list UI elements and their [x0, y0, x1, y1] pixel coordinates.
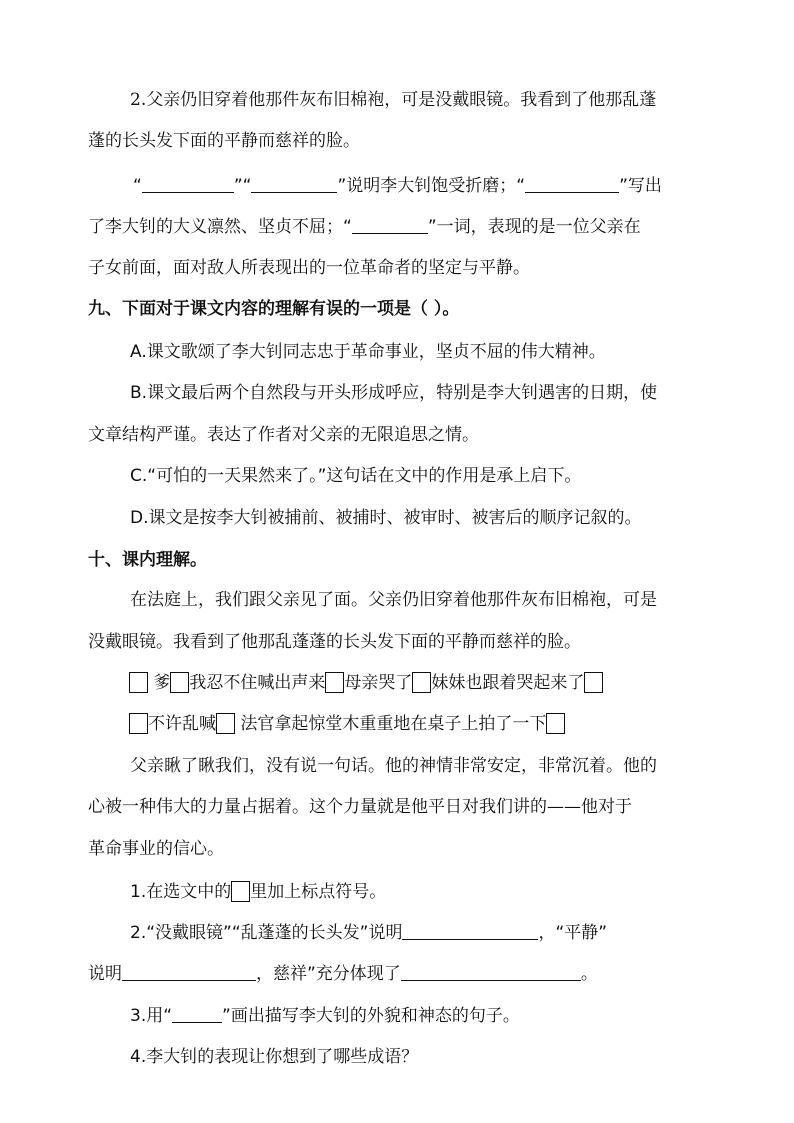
answer-blank[interactable] — [352, 216, 428, 234]
passage-p3-line2: 心被一种伟大的力量占据着。这个力量就是他平日对我们讲的——他对于 — [88, 797, 632, 817]
fill-line-1 — [133, 171, 662, 196]
underline-sample — [172, 1005, 222, 1023]
fill-line-2 — [88, 212, 641, 237]
subquestion-text: ”画出描写李大钊的外貌和神态的句子。 — [222, 1006, 520, 1026]
punctuation-box[interactable] — [325, 672, 344, 693]
option-d: D.课文是按李大钊被捕前、被捕时、被审时、被害后的顺序记叙的。 — [130, 508, 642, 528]
subquestion-text: 说明 — [88, 964, 122, 984]
answer-blank[interactable] — [402, 922, 538, 940]
punctuation-box[interactable] — [546, 713, 565, 734]
passage-p2-line2 — [129, 709, 565, 734]
question-9-title: 九、下面对于课文内容的理解有误的一项是（ ）。 — [88, 299, 460, 319]
passage-text: 法官拿起惊堂木重重地在桌子上拍了一下 — [240, 714, 547, 734]
passage-p3-line3: 革命事业的信心。 — [88, 839, 224, 859]
punctuation-box[interactable] — [412, 672, 431, 693]
answer-blank[interactable] — [122, 963, 256, 981]
subquestion-3 — [130, 1001, 520, 1026]
subquestion-text: ，慈祥”充分体现了 — [256, 964, 401, 984]
fill-text: ”说明李大钊饱受折磨；“ — [337, 176, 526, 196]
subquestion-2-line1 — [130, 918, 607, 943]
fill-text: “ — [133, 176, 142, 196]
subquestion-4: 4.李大钊的表现让你想到了哪些成语？ — [130, 1047, 419, 1067]
fill-text: 了李大钊的大义凛然、坚贞不屈；“ — [88, 217, 352, 237]
punctuation-box[interactable] — [216, 713, 235, 734]
option-c: C.“可怕的一天果然来了。”这句话在文中的作用是承上启下。 — [130, 466, 582, 486]
subquestion-text: 2.“没戴眼镜”“乱蓬蓬的长头发”说明 — [130, 923, 403, 943]
passage-p3-line1: 父亲瞅了瞅我们，没有说一句话。他的神情非常安定，非常沉着。他的 — [130, 756, 657, 776]
passage-p1-line2: 没戴眼镜。我看到了他那乱蓬蓬的长头发下面的平静而慈祥的脸。 — [88, 632, 581, 652]
punctuation-box[interactable] — [584, 672, 603, 693]
subquestion-text: 。 — [580, 964, 598, 984]
passage-text: 母亲哭了 — [344, 673, 413, 693]
passage-text: 爹 — [153, 673, 171, 693]
passage-text: 不许乱喊 — [148, 714, 216, 734]
option-a: A.课文歌颂了李大钊同志忠于革命事业，坚贞不屈的伟大精神。 — [130, 342, 606, 362]
subquestion-1 — [130, 877, 386, 902]
punctuation-box-sample — [231, 881, 250, 902]
passage-p1-line1: 在法庭上，我们跟父亲见了面。父亲仍旧穿着他那件灰布旧棉袍，可是 — [130, 590, 657, 610]
answer-blank[interactable] — [401, 963, 581, 981]
fill-text: ”“ — [233, 176, 252, 196]
subquestion-text: 1.在选文中的 — [130, 882, 232, 902]
passage-p2-line1 — [129, 668, 603, 693]
fill-text: ”一词，表现的是一位父亲在 — [427, 217, 641, 237]
subquestion-text: 3.用“ — [130, 1006, 173, 1026]
punctuation-box[interactable] — [129, 713, 148, 734]
item2-line2: 蓬的长头发下面的平静而慈祥的脸。 — [88, 131, 360, 151]
subquestion-2-line2 — [88, 959, 598, 984]
subquestion-text: 里加上标点符号。 — [250, 882, 387, 902]
fill-text: ”写出 — [619, 176, 662, 196]
answer-blank[interactable] — [251, 175, 337, 193]
subquestion-text: ，“平静” — [538, 923, 608, 943]
answer-blank[interactable] — [525, 175, 619, 193]
punctuation-box[interactable] — [129, 672, 148, 693]
answer-blank[interactable] — [142, 175, 234, 193]
option-b-line1: B.课文最后两个自然段与开头形成呼应，特别是李大钊遇害的日期，使 — [130, 383, 658, 403]
fill-line-3: 子女前面，面对敌人所表现出的一位革命者的坚定与平静。 — [88, 258, 530, 278]
passage-text: 我忍不住喊出声来 — [189, 673, 326, 693]
option-b-line2: 文章结构严谨。表达了作者对父亲的无限追思之情。 — [88, 425, 479, 445]
item2-line1: 2.父亲仍旧穿着他那件灰布旧棉袍，可是没戴眼镜。我看到了他那乱蓬 — [130, 90, 657, 110]
punctuation-box[interactable] — [170, 672, 189, 693]
question-10-title: 十、课内理解。 — [88, 550, 207, 570]
passage-text: 妹妹也跟着哭起来了 — [431, 673, 585, 693]
